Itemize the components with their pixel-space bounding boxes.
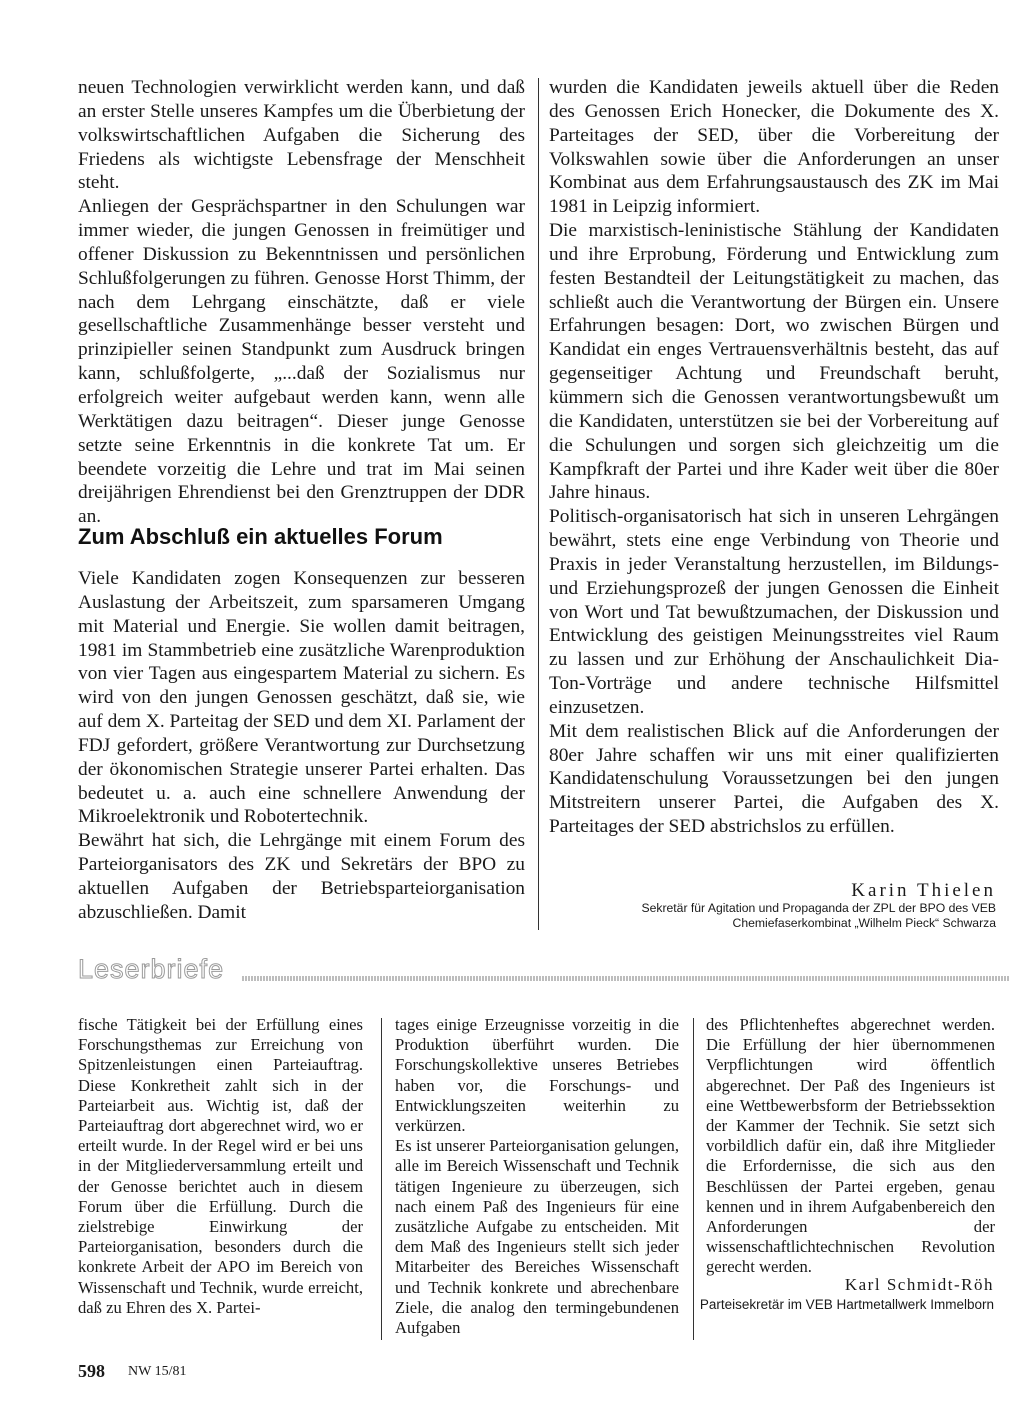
column-divider bbox=[381, 1018, 382, 1340]
letter-author-title: Parteisekretär im VEB Hartmetallwerk Immelborn bbox=[699, 1297, 994, 1312]
letters-column-2 bbox=[395, 1015, 679, 1338]
letter-paragraph: tages einige Erzeugnisse vorzeitig in die Produktion überführt wurden. Die Forschungskollektive unseres Betriebes haben vor, die Forschungs- und Entwicklungszeiten weiterhin zu verkürzen. bbox=[395, 1015, 679, 1136]
letter-paragraph: fische Tätigkeit bei der Erfüllung eines Forschungsthemas zur Erreichung von Spitzenleistungen einen Parteiauftrag. Diese Konkretheit zahlt sich in der Parteiarbeit aus. Wichtig ist, daß der Parteiauftrag dort abgerechnet wird, wo er erteilt wurde. In der Regel wird er bei uns in der Mitgliederversammlung erteilt und der Genosse berichtet auch in diesem Forum über die Erfüllung. Durch die zielstrebige Einwirkung der Parteiorganisation, besonders durch die konkrete Arbeit der APO im Bereich von Wissenschaft und Technik, wurde erreicht, daß zu Ehren des X. Partei- bbox=[78, 1015, 363, 1317]
article-paragraph: wurden die Kandidaten jeweils aktuell über die Reden des Genossen Erich Honecker, die Dokumente des X. Parteitages der SED, über die Vorbereitung der Volkswahlen sowie über die Anforderungen an unser Kombinat aus dem Erfahrungsaustausch des ZK im Mai 1981 in Leipzig informiert. bbox=[549, 77, 999, 218]
article-right-column bbox=[549, 76, 999, 839]
article-paragraph: neuen Technologien verwirklicht werden kann, und daß an erster Stelle unseres Kampfes um die Überbietung der volkswirtschaftlichen Aufgaben die Sicherung des Friedens als wichtigste Lebensfrage der Menschheit steht. bbox=[78, 77, 525, 194]
letter-paragraph: des Pflichtenheftes abgerechnet werden. Die Erfüllung der hier übernommenen Verpflichtungen wird öffentlich abgerechnet. Der Paß des Ingenieurs ist eine Wettbewerbsform der Betriebssektion der Kammer der Technik. Sie setzt sich vorbildlich dafür ein, daß ihre Mitglieder die Erfordernisse, die sich aus den Beschlüssen der Partei ergeben, genau kennen und in ihrem Aufgabenbereich den Anforderungen der wissenschaftlichtechnischen Revolution gerecht werden. bbox=[706, 1015, 995, 1277]
article-paragraph: Anliegen der Gesprächspartner in den Schulungen war immer wieder, die jungen Genossen in freimütiger und offener Diskussion zu Bekenntnissen und persönlichen Schlußfolgerungen zu führen. Genosse Horst Thimm, der nach dem Lehrgang einschätzte, daß er viele gesellschaftliche Zusammenhänge besser versteht und prinzipieller seinen Standpunkt zum Ausdruck bringen kann, schlußfolgerte, „...daß der Sozialismus nur erfolgreich weiter aufgebaut werden kann, wenn alle Werktätigen dazu beitragen“. Dieser junge Genosse setzte seine Erkenntnis in die konkrete Tat um. Er beendete vorzeitig die Lehre und trat im Mai seinen dreijährigen Ehrendienst bei den Grenztruppen der DDR an. bbox=[78, 196, 525, 528]
letters-banner-rule bbox=[242, 976, 1010, 981]
section-heading: Zum Abschluß ein aktuelles Forum bbox=[78, 524, 443, 549]
author-title: Sekretär für Agitation und Propaganda der ZPL der BPO des VEB Chemiefaserkombinat „Wilhelm Pieck“ Schwarza bbox=[641, 901, 996, 930]
letters-column-1 bbox=[78, 1015, 363, 1318]
column-divider bbox=[538, 78, 539, 930]
letters-column-3 bbox=[706, 1015, 995, 1278]
article-left-column-top bbox=[78, 76, 525, 529]
page-number: 598 bbox=[78, 1361, 105, 1381]
letter-author-signature: Karl Schmidt-Röh bbox=[844, 1275, 994, 1294]
article-paragraph: Politisch-organisatorisch hat sich in unseren Lehrgängen bewährt, stets eine enge Verbindung von Theorie und Praxis in jeder Veranstaltung herzustellen, im Bildungs- und Erziehungsprozeß der jungen Genossen die Einheit von Wort und Tat bewußtzumachen, der Diskussion und Entwicklung des geistigen Meinungsstreites viel Raum zu lassen und zur Erhöhung der Anschaulichkeit Dia-Ton-Vorträge und andere technische Hilfsmittel einzusetzen. bbox=[549, 506, 999, 718]
column-divider bbox=[693, 1018, 694, 1340]
article-left-column-bottom bbox=[78, 567, 525, 925]
letters-banner-title: Leserbriefe bbox=[78, 954, 225, 984]
article-paragraph: Viele Kandidaten zogen Konsequenzen zur besseren Auslastung der Arbeitszeit, zum sparsameren Umgang mit Material und Energie. Sie wollen damit beitragen, 1981 im Stammbetrieb eine zusätzliche Warenproduktion von vier Tagen aus eingespartem Material zu sichern. Es wird von den jungen Genossen geschätzt, daß sie, wie auf dem X. Parteitag der SED und dem XI. Parlament der FDJ gefordert, größere Verantwortung zur Durchsetzung der ökonomischen Strategie unserer Partei erhalten. Das bedeutet u. a. auch eine schnellere Anwendung der Mikroelektronik und Robotertechnik. bbox=[78, 568, 525, 828]
issue-label: NW 15/81 bbox=[128, 1364, 187, 1379]
letters-banner bbox=[72, 952, 1010, 988]
article-paragraph: Bewährt hat sich, die Lehrgänge mit einem Forum des Parteiorganisators des ZK und Sekretärs der BPO zu aktuellen Aufgaben der Betriebsparteiorganisation abzuschließen. Damit bbox=[78, 830, 525, 923]
letter-paragraph: Es ist unserer Parteiorganisation gelungen, alle im Bereich Wissenschaft und Technik tätigen Ingenieure zu überzeugen, sich nach einem Paß des Ingenieurs für eine zusätzliche Aufgabe zu entscheiden. Mit dem Maß des Ingenieurs stellt sich jeder Mitarbeiter des Bereiches Wissenschaft und Technik konkrete und abrechenbare Ziele, die analog den termingebundenen Aufgaben bbox=[395, 1136, 679, 1338]
article-paragraph: Die marxistisch-leninistische Stählung der Kandidaten und ihre Erprobung, Förderung und Entwicklung zum festen Bestandteil der Leitungstätigkeit zu machen, das schließt auch die Verantwortung der Bürgen ein. Unsere Erfahrungen besagen: Dort, wo zwischen Bürgen und Kandidat ein enges Vertrauensverhältnis besteht, das auf gegenseitiger Achtung und Freundschaft beruht, kümmern sich die Genossen verantwortungsbewußt um die Kandidaten, unterstützen sie bei der Vorbereitung auf die Schulungen und sorgen sich gleichzeitig um die Kampfkraft der Partei und ihre Kader weit über die 80er Jahre hinaus. bbox=[549, 220, 999, 504]
author-signature: Karin Thielen bbox=[851, 880, 996, 901]
article-paragraph: Mit dem realistischen Blick auf die Anforderungen der 80er Jahre schaffen wir uns mit einer qualifizierten Kandidatenschulung Voraussetzungen bei den jungen Mitstreitern unserer Partei, die Aufgaben des X. Parteitages der SED abstrichslos zu erfüllen. bbox=[549, 720, 999, 838]
